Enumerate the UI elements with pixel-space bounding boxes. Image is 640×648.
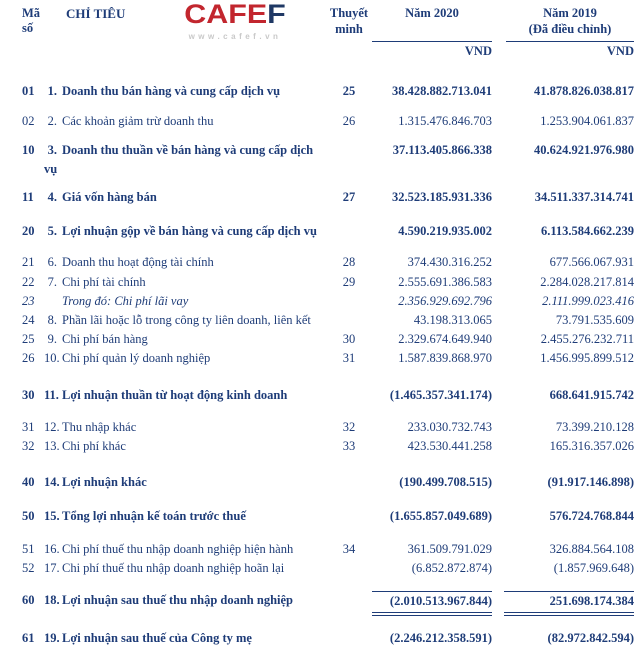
row-code: 51: [22, 542, 35, 556]
value-2019-text: (91.917.146.898): [547, 475, 634, 489]
value-2020: [372, 629, 492, 648]
value-2019-text: 251.698.174.384: [504, 591, 634, 616]
value-2020: [372, 82, 492, 101]
value-2020-text: (2.246.212.358.591): [389, 631, 492, 645]
value-2020: [372, 507, 492, 526]
row-code: 20: [22, 224, 35, 238]
value-2019: [492, 188, 634, 207]
value-2020-text: 2.329.674.649.940: [398, 332, 492, 346]
value-2019: [492, 222, 634, 241]
cafef-logo: [170, 2, 300, 41]
table-row: [22, 273, 634, 292]
row-code: 21: [22, 255, 35, 269]
column-header-notes: [326, 6, 372, 37]
value-2020-text: 43.198.313.065: [413, 313, 492, 327]
value-2020-text: 4.590.219.935.002: [398, 224, 492, 238]
table-row: [22, 437, 634, 456]
year-2019-adjusted-label: (Đã điều chỉnh): [528, 21, 612, 36]
value-2019: [492, 311, 634, 330]
value-2020: [372, 330, 492, 349]
row-note: 28: [342, 255, 356, 269]
row-note: 30: [342, 332, 356, 346]
value-2020: [372, 386, 492, 405]
row-label: Thu nhập khác: [62, 420, 137, 434]
value-2020: [372, 540, 492, 559]
row-number: 11.: [44, 388, 59, 402]
value-2019-text: 73.791.535.609: [555, 313, 634, 327]
row-item: [44, 311, 326, 330]
row-code: 26: [22, 351, 35, 365]
value-2019: [492, 418, 634, 437]
value-2019: [492, 386, 634, 405]
row-label: Tổng lợi nhuận kế toán trước thuế: [62, 509, 246, 523]
row-number: 2.: [47, 114, 57, 128]
row-item: [44, 188, 326, 207]
value-2019: [492, 437, 634, 456]
value-2020: [372, 273, 492, 292]
table-row: [22, 591, 634, 616]
value-2020-text: (1.655.857.049.689): [389, 509, 492, 523]
cafef-logo-text: [167, 2, 304, 29]
column-header-code: [22, 6, 44, 36]
row-number: 1.: [47, 84, 57, 98]
column-header-2019-title-box: [506, 6, 634, 42]
table-row: [22, 386, 634, 405]
row-item: [44, 437, 326, 456]
row-label: Doanh thu thuần về bán hàng và cung cấp dịch vụ: [44, 143, 314, 176]
row-number: 19.: [44, 631, 60, 645]
table-row: [22, 330, 634, 349]
value-2019: [492, 273, 634, 292]
value-2020: [372, 188, 492, 207]
row-number: 13.: [44, 439, 60, 453]
row-item: [44, 253, 326, 272]
row-label: Doanh thu bán hàng và cung cấp dịch vụ: [62, 84, 281, 98]
row-code: 52: [22, 561, 35, 575]
column-header-notes-line2: minh: [335, 21, 363, 36]
row-label: Chi phí bán hàng: [62, 332, 148, 346]
value-2020: [372, 349, 492, 368]
row-label: Trong đó: Chi phí lãi vay: [62, 294, 189, 308]
row-label: Phần lãi hoặc lỗ trong công ty liên doanh, liên kết: [62, 313, 311, 327]
row-note: 32: [342, 420, 356, 434]
value-2019: [492, 112, 634, 131]
column-header-2020: [372, 6, 492, 59]
row-item: [44, 222, 326, 241]
value-2019: [492, 559, 634, 578]
row-label: Giá vốn hàng bán: [62, 190, 157, 204]
value-2020-text: (190.499.708.515): [399, 475, 492, 489]
column-header-notes-line1: Thuyết: [329, 6, 369, 20]
value-2020: [372, 292, 492, 311]
row-code: 02: [22, 114, 35, 128]
value-2020: [372, 437, 492, 456]
value-2019: [492, 507, 634, 526]
value-2020-text: 1.315.476.846.703: [398, 114, 492, 128]
cafef-logo-url: www.cafef.vn: [188, 32, 282, 41]
row-code: 32: [22, 439, 35, 453]
value-2019-text: 2.455.276.232.711: [540, 332, 634, 346]
table-row: [22, 507, 634, 526]
value-2020-text: 2.555.691.386.583: [398, 275, 492, 289]
column-header-2020-title-box: [372, 6, 492, 42]
value-2019: [492, 540, 634, 559]
value-2019: [492, 330, 634, 349]
value-2019-text: (1.857.969.648): [553, 561, 634, 575]
currency-2020-label: VND: [464, 44, 492, 58]
table-row: [22, 473, 634, 492]
value-2020-text: 37.113.405.866.338: [392, 143, 492, 157]
row-label: Chi phí thuế thu nhập doanh nghiệp hiện hành: [62, 542, 294, 556]
value-2019: [492, 82, 634, 101]
value-2019: [492, 349, 634, 368]
row-item: [44, 330, 326, 349]
value-2019-text: 1.253.904.061.837: [540, 114, 634, 128]
table-row: [22, 82, 634, 101]
row-label: Lợi nhuận thuần từ hoạt động kinh doanh: [62, 388, 288, 402]
row-item: [44, 473, 326, 492]
column-header-2019: [492, 6, 634, 59]
value-2019-text: 1.456.995.899.512: [540, 351, 634, 365]
value-2020: [372, 473, 492, 492]
value-2020-text: 38.428.882.713.041: [392, 84, 492, 98]
row-label: Doanh thu hoạt động tài chính: [62, 255, 214, 269]
currency-2019-label: VND: [606, 44, 634, 58]
row-code: 61: [22, 631, 35, 645]
value-2020-text: 233.030.732.743: [407, 420, 492, 434]
row-code: 40: [22, 475, 35, 489]
value-2020: [372, 591, 492, 616]
row-number: 8.: [47, 313, 57, 327]
value-2019: [492, 629, 634, 648]
value-2019-text: 576.724.768.844: [549, 509, 634, 523]
table-row: [22, 559, 634, 578]
row-note: 34: [342, 542, 356, 556]
row-label: Lợi nhuận gộp về bán hàng và cung cấp dịch vụ: [62, 224, 317, 238]
row-item: [44, 273, 326, 292]
value-2019-text: 6.113.584.662.239: [540, 224, 634, 238]
value-2020: [372, 222, 492, 241]
table-row: [22, 292, 634, 311]
row-note: 27: [342, 190, 356, 204]
table-row: [22, 311, 634, 330]
value-2020: [372, 311, 492, 330]
row-item: [44, 292, 326, 311]
value-2020: [372, 112, 492, 131]
table-row: [22, 141, 634, 179]
table-header: [0, 0, 640, 62]
row-number: 7.: [47, 275, 57, 289]
column-header-code-line2: số: [22, 21, 34, 35]
year-2019-label: Năm 2019: [543, 6, 597, 20]
value-2020-text: 2.356.929.692.796: [398, 294, 492, 308]
row-code: 22: [22, 275, 35, 289]
row-code: 30: [22, 388, 35, 402]
cafef-logo-red-part: CAFE: [184, 0, 268, 30]
value-2019-text: 326.884.564.108: [549, 542, 634, 556]
row-number: 12.: [44, 420, 60, 434]
row-item: [44, 507, 326, 526]
row-item: [44, 349, 326, 368]
value-2019-text: 40.624.921.976.980: [534, 143, 634, 157]
value-2020: [372, 559, 492, 578]
value-2020-text: 1.587.839.868.970: [398, 351, 492, 365]
row-note: 31: [342, 351, 356, 365]
row-label: Chi phí quản lý doanh nghiệp: [62, 351, 211, 365]
value-2019: [492, 591, 634, 616]
row-code: 01: [22, 84, 35, 98]
value-2019-text: 41.878.826.038.817: [534, 84, 634, 98]
row-code: 24: [22, 313, 35, 327]
table-row: [22, 629, 634, 648]
row-number: 6.: [47, 255, 57, 269]
row-code: 60: [22, 593, 35, 607]
row-number: 4.: [47, 190, 57, 204]
value-2020: [372, 141, 492, 160]
value-2020-text: 361.509.791.029: [407, 542, 492, 556]
row-label: Lợi nhuận sau thuế của Công ty mẹ: [62, 631, 252, 645]
row-number: 17.: [44, 561, 60, 575]
value-2019: [492, 473, 634, 492]
row-code: 10: [22, 143, 35, 157]
row-number: 14.: [44, 475, 60, 489]
value-2020-text: 423.530.441.258: [407, 439, 492, 453]
row-item: [44, 112, 326, 131]
row-item: [44, 540, 326, 559]
column-header-items: [44, 0, 326, 41]
row-item: [44, 591, 326, 610]
value-2019-text: 2.111.999.023.416: [542, 294, 634, 308]
row-item: [44, 559, 326, 578]
row-code: 23: [22, 294, 35, 308]
value-2020-text: 374.430.316.252: [407, 255, 492, 269]
row-label: Chi phí tài chính: [62, 275, 146, 289]
table-row: [22, 222, 634, 241]
value-2019-text: 668.641.915.742: [549, 388, 634, 402]
value-2020: [372, 418, 492, 437]
row-number: 3.: [47, 143, 57, 157]
table-row: [22, 540, 634, 559]
row-code: 11: [22, 190, 34, 204]
row-number: 18.: [44, 593, 60, 607]
row-item: [44, 82, 326, 101]
value-2019: [492, 292, 634, 311]
value-2019-text: 165.316.357.026: [549, 439, 634, 453]
value-2019-text: 34.511.337.314.741: [534, 190, 634, 204]
column-header-code-line1: Mã: [22, 6, 41, 20]
year-2020-label: Năm 2020: [405, 6, 459, 20]
row-label: Chi phí thuế thu nhập doanh nghiệp hoãn lại: [62, 561, 285, 575]
row-number: 16.: [44, 542, 60, 556]
row-code: 25: [22, 332, 35, 346]
table-row: [22, 349, 634, 368]
value-2019-text: (82.972.842.594): [547, 631, 634, 645]
value-2019-text: 2.284.028.217.814: [540, 275, 634, 289]
value-2020-text: 32.523.185.931.336: [392, 190, 492, 204]
row-item: [44, 141, 326, 179]
value-2020-text: (6.852.872.874): [411, 561, 492, 575]
value-2020-text: (1.465.357.341.174): [389, 388, 492, 402]
value-2019: [492, 253, 634, 272]
row-label: Các khoản giảm trừ doanh thu: [62, 114, 214, 128]
row-item: [44, 629, 326, 648]
row-label: Lợi nhuận sau thuế thu nhập doanh nghiệp: [62, 593, 293, 607]
value-2020-text: (2.010.513.967.844): [372, 591, 492, 616]
row-number: 15.: [44, 509, 60, 523]
row-note: 26: [342, 114, 356, 128]
row-number: 5.: [47, 224, 57, 238]
row-code: 31: [22, 420, 35, 434]
table-row: [22, 253, 634, 272]
value-2020: [372, 253, 492, 272]
table-row: [22, 112, 634, 131]
cafef-logo-blue-part: F: [267, 0, 286, 30]
row-note: 33: [342, 439, 356, 453]
value-2019-text: 73.399.210.128: [555, 420, 634, 434]
row-note: 29: [342, 275, 356, 289]
statement-rows: [0, 62, 640, 648]
row-number: 10.: [44, 351, 60, 365]
row-item: [44, 386, 326, 405]
value-2019-text: 677.566.067.931: [549, 255, 634, 269]
column-header-items-label: CHỈ TIÊU: [66, 6, 126, 21]
row-code: 50: [22, 509, 35, 523]
row-item: [44, 418, 326, 437]
table-row: [22, 188, 634, 207]
table-row: [22, 418, 634, 437]
row-number: 9.: [47, 332, 57, 346]
row-note: 25: [342, 84, 356, 98]
row-label: Lợi nhuận khác: [62, 475, 147, 489]
value-2019: [492, 141, 634, 160]
row-label: Chi phí khác: [62, 439, 126, 453]
